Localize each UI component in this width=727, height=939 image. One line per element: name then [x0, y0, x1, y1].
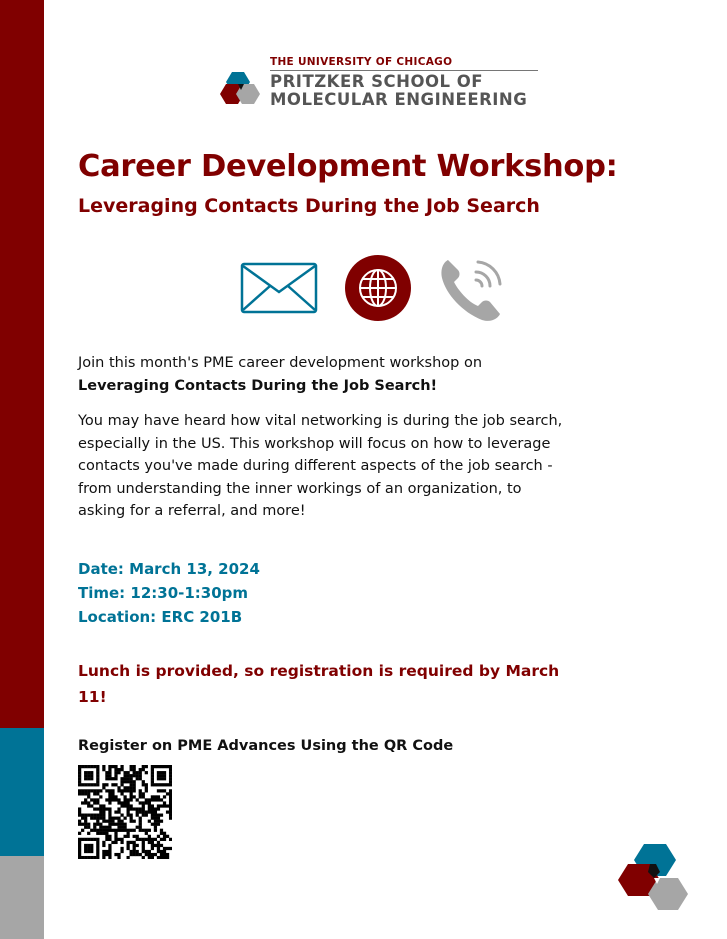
page-title: Career Development Workshop:	[78, 149, 618, 184]
description-paragraph	[78, 410, 638, 523]
intro-text: Join this month's PME career development workshop on	[78, 355, 483, 371]
hexagon-logo-icon	[218, 68, 266, 106]
description-line: You may have heard how vital networking is during the job search,	[78, 413, 563, 429]
side-bar-gray	[0, 856, 44, 939]
side-color-bar	[0, 0, 44, 939]
hexagon-logo-icon	[616, 842, 694, 914]
lunch-notice: Lunch is provided, so registration is required by March 11!	[78, 662, 560, 706]
logo-divider	[270, 70, 538, 71]
description-line: especially in the US. This workshop will focus on how to leverage	[78, 435, 551, 452]
intro-bold-text: Leveraging Contacts During the Job Search!	[78, 377, 438, 394]
side-bar-maroon	[0, 0, 44, 728]
description-line: contacts you've made during different aspects of the job search -	[78, 458, 553, 474]
event-location: Location: ERC 201B	[78, 608, 243, 626]
qr-code[interactable]	[78, 765, 172, 859]
envelope-icon	[240, 262, 318, 314]
university-name: THE UNIVERSITY OF CHICAGO	[270, 56, 453, 68]
school-name-line1: PRITZKER SCHOOL OF	[270, 72, 484, 91]
phone-icon	[438, 254, 508, 324]
page-subtitle: Leveraging Contacts During the Job Search	[78, 195, 540, 217]
description-line: from understanding the inner workings of an organization, to	[78, 480, 522, 497]
register-instruction: Register on PME Advances Using the QR Code	[78, 738, 454, 754]
school-name-line2: MOLECULAR ENGINEERING	[270, 90, 528, 109]
event-date: Date: March 13, 2024	[78, 560, 260, 578]
event-time: Time: 12:30-1:30pm	[78, 584, 249, 602]
globe-icon	[344, 254, 412, 322]
event-details	[78, 557, 260, 629]
contact-icons	[240, 254, 510, 324]
side-bar-teal	[0, 728, 44, 856]
description-line: asking for a referral, and more!	[78, 503, 306, 519]
intro-paragraph	[78, 352, 638, 397]
pme-logo	[218, 56, 540, 108]
